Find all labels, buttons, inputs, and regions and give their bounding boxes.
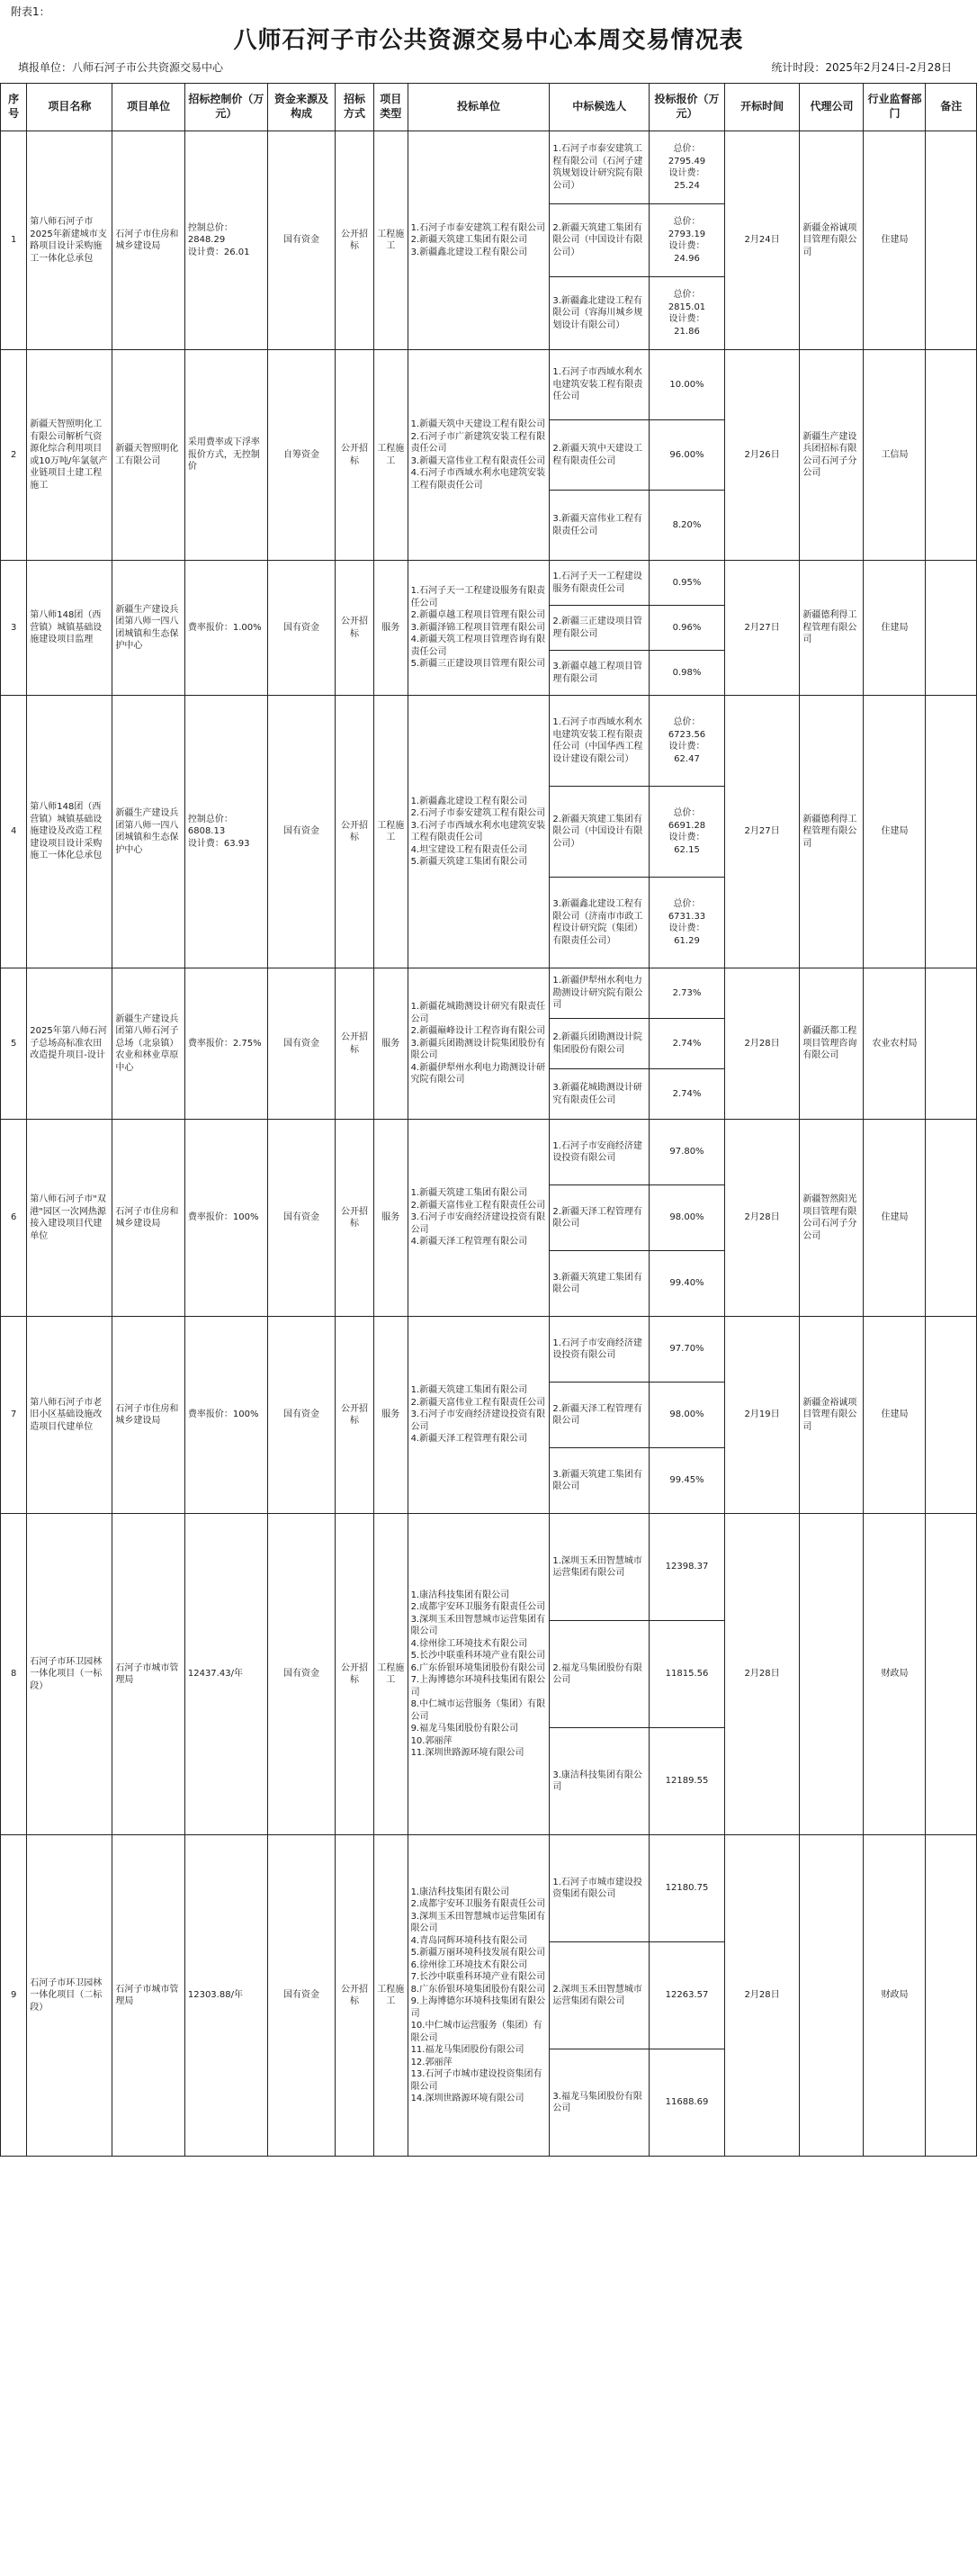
bid-price: 11815.56 [650, 1621, 725, 1728]
opening-date: 2月19日 [724, 1317, 800, 1514]
row-number: 4 [1, 696, 27, 968]
remark [926, 1835, 977, 2157]
bid-method: 公开招标 [336, 350, 374, 561]
bid-method: 公开招标 [336, 1835, 374, 2157]
fund-source: 自筹资金 [267, 350, 335, 561]
project-owner: 石河子市城市管理局 [112, 1514, 184, 1835]
bidder-list: 1.新疆天筑中天建设工程有限公司 2.石河子市广新建筑安装工程有限责任公司 3.新疆天富伟业工程有限责任公司 4.石河子市西域水利水电建筑安装工程有限责任公司 [408, 350, 550, 561]
supervision-dept: 农业农村局 [864, 968, 926, 1120]
supervision-dept: 住建局 [864, 1317, 926, 1514]
candidate-name: 3.新疆鑫北建设工程有限公司（容海川城乡规划设计有限公司） [550, 277, 650, 350]
opening-date: 2月24日 [724, 131, 800, 350]
bid-price: 总价： 6691.28 设计费： 62.15 [650, 787, 725, 878]
reporting-unit: 填报单位：八师石河子市公共资源交易中心 [18, 61, 224, 74]
candidate-name: 1.新疆伊犁州水利电力勘测设计研究院有限公司 [550, 968, 650, 1019]
bid-price: 总价： 6723.56 设计费： 62.47 [650, 696, 725, 787]
project-owner: 新疆生产建设兵团第八师石河子总场（北泉镇）农业和林业草原中心 [112, 968, 184, 1120]
header-cell: 开标时间 [724, 84, 800, 131]
project-owner: 石河子市城市管理局 [112, 1835, 184, 2157]
agent-company: 新疆德利得工程管理有限公司 [800, 561, 864, 696]
candidate-name: 3.新疆卓越工程项目管理有限公司 [550, 651, 650, 696]
project-owner: 石河子市住房和城乡建设局 [112, 131, 184, 350]
project-name: 第八师148团（西营镇）城镇基础设施建设及改造工程建设项目设计采购施工一体化总承包 [27, 696, 112, 968]
opening-date: 2月26日 [724, 350, 800, 561]
header-cell: 序号 [1, 84, 27, 131]
header-cell: 代理公司 [800, 84, 864, 131]
bidder-list: 1.康洁科技集团有限公司 2.成都宇安环卫服务有限责任公司 3.深圳玉禾田智慧城市运营集团有限公司 4.徐州徐工环境技术有限公司 5.长沙中联重科环境产业有限公司 6.广东侨银环境集团股份有限公司 7.上海博德尔环境科技集团有限公司 8.中仁城市运营服务（集团）有限公司 9.福龙马集团股份有限公司 10.郭丽萍 11.深圳世路源环境有限公司 [408, 1514, 550, 1835]
bid-price: 11688.69 [650, 2049, 725, 2157]
table-row [1, 561, 977, 606]
opening-date: 2月27日 [724, 696, 800, 968]
project-owner: 新疆生产建设兵团第八师一四八团城镇和生态保护中心 [112, 561, 184, 696]
opening-date: 2月28日 [724, 968, 800, 1120]
bid-method: 公开招标 [336, 1514, 374, 1835]
bid-price: 总价： 2795.49 设计费： 25.24 [650, 131, 725, 204]
project-owner: 石河子市住房和城乡建设局 [112, 1317, 184, 1514]
remark [926, 1317, 977, 1514]
bid-price: 98.00% [650, 1383, 725, 1448]
agent-company [800, 1514, 864, 1835]
bid-method: 公开招标 [336, 1317, 374, 1514]
candidate-name: 1.深圳玉禾田智慧城市运营集团有限公司 [550, 1514, 650, 1621]
project-type: 服务 [373, 968, 408, 1120]
bid-price: 99.40% [650, 1251, 725, 1317]
fund-source: 国有资金 [267, 1317, 335, 1514]
remark [926, 1514, 977, 1835]
remark [926, 696, 977, 968]
candidate-name: 2.深圳玉禾田智慧城市运营集团有限公司 [550, 1942, 650, 2049]
fund-source: 国有资金 [267, 561, 335, 696]
control-price: 费率报价：1.00% [184, 561, 267, 696]
bid-method: 公开招标 [336, 561, 374, 696]
remark [926, 968, 977, 1120]
opening-date: 2月28日 [724, 1120, 800, 1317]
table-row [1, 1317, 977, 1383]
project-name: 第八师石河子市老旧小区基础设施改造项目代建单位 [27, 1317, 112, 1514]
control-price: 控制总价：2848.29 设计费：26.01 [184, 131, 267, 350]
bidder-list: 1.新疆花城勘测设计研究有限责任公司 2.新疆巅峰设计工程咨询有限公司 3.新疆兵团勘测设计院集团股份有限公司 4.新疆伊犁州水利电力勘测设计研究院有限公司 [408, 968, 550, 1120]
bid-method: 公开招标 [336, 696, 374, 968]
control-price: 12303.88/年 [184, 1835, 267, 2157]
project-type: 服务 [373, 561, 408, 696]
row-number: 5 [1, 968, 27, 1120]
project-type: 服务 [373, 1120, 408, 1317]
control-price: 采用费率或下浮率报价方式，无控制价 [184, 350, 267, 561]
page-title: 八师石河子市公共资源交易中心本周交易情况表 [233, 27, 744, 54]
bid-price: 10.00% [650, 350, 725, 420]
agent-company: 新疆德利得工程管理有限公司 [800, 696, 864, 968]
bid-price: 0.95% [650, 561, 725, 606]
agent-company [800, 1835, 864, 2157]
bid-price: 总价： 6731.33 设计费： 61.29 [650, 878, 725, 968]
table-row [1, 1120, 977, 1185]
statistics-period: 统计时段：2025年2月24日-2月28日 [771, 61, 952, 74]
agent-company: 新疆智然阳光项目管理有限公司石河子分公司 [800, 1120, 864, 1317]
header-cell: 招标方式 [336, 84, 374, 131]
candidate-name: 2.新疆天筑中天建设工程有限责任公司 [550, 420, 650, 491]
candidate-name: 3.新疆花城勘测设计研究有限责任公司 [550, 1069, 650, 1120]
project-name: 第八师148团（西营镇）城镇基础设施建设项目监理 [27, 561, 112, 696]
candidate-name: 3.新疆鑫北建设工程有限公司（济南市市政工程设计研究院（集团）有限责任公司） [550, 878, 650, 968]
remark [926, 561, 977, 696]
candidate-name: 1.石河子市城市建设投资集团有限公司 [550, 1835, 650, 1942]
bid-price: 12189.55 [650, 1728, 725, 1835]
transaction-table [0, 83, 977, 2157]
supervision-dept: 财政局 [864, 1835, 926, 2157]
project-type: 工程施工 [373, 350, 408, 561]
row-number: 6 [1, 1120, 27, 1317]
bidder-list: 1.石河子市泰安建筑工程有限公司 2.新疆天筑建工集团有限公司 3.新疆鑫北建设工程有限公司 [408, 131, 550, 350]
supervision-dept: 住建局 [864, 696, 926, 968]
project-name: 石河子市环卫园林一体化项目（二标段） [27, 1835, 112, 2157]
project-type: 工程施工 [373, 1514, 408, 1835]
supervision-dept: 住建局 [864, 131, 926, 350]
header-cell: 投标报价（万元） [650, 84, 725, 131]
candidate-name: 2.新疆天泽工程管理有限公司 [550, 1185, 650, 1251]
header-cell: 项目名称 [27, 84, 112, 131]
candidate-name: 3.福龙马集团股份有限公司 [550, 2049, 650, 2157]
agent-company: 新疆金裕诚项目管理有限公司 [800, 1317, 864, 1514]
bid-price: 2.73% [650, 968, 725, 1019]
header-cell: 备注 [926, 84, 977, 131]
candidate-name: 1.石河子市西域水利水电建筑安装工程有限责任公司 [550, 350, 650, 420]
control-price: 费率报价：2.75% [184, 968, 267, 1120]
row-number: 3 [1, 561, 27, 696]
control-price: 费率报价：100% [184, 1120, 267, 1317]
candidate-name: 1.石河子市安商经济建设投资有限公司 [550, 1120, 650, 1185]
annex-label: 附表1： [11, 5, 50, 18]
opening-date: 2月27日 [724, 561, 800, 696]
table-row [1, 131, 977, 204]
candidate-name: 1.石河子市安商经济建设投资有限公司 [550, 1317, 650, 1383]
candidate-name: 1.石河子天一工程建设服务有限责任公司 [550, 561, 650, 606]
supervision-dept: 财政局 [864, 1514, 926, 1835]
remark [926, 350, 977, 561]
table-body [1, 131, 977, 2157]
table-row [1, 350, 977, 420]
row-number: 1 [1, 131, 27, 350]
header-cell: 项目单位 [112, 84, 184, 131]
table-row [1, 1835, 977, 1942]
bid-price: 2.74% [650, 1019, 725, 1069]
table-row [1, 1514, 977, 1621]
remark [926, 131, 977, 350]
row-number: 7 [1, 1317, 27, 1514]
project-name: 第八师石河子市2025年新建城市支路项目设计采购施工一体化总承包 [27, 131, 112, 350]
bid-method: 公开招标 [336, 968, 374, 1120]
candidate-name: 3.新疆天筑建工集团有限公司 [550, 1251, 650, 1317]
agent-company: 新疆沃都工程项目管理咨询有限公司 [800, 968, 864, 1120]
fund-source: 国有资金 [267, 131, 335, 350]
bidder-list: 1.新疆天筑建工集团有限公司 2.新疆天富伟业工程有限责任公司 3.石河子市安商经济建设投资有限公司 4.新疆天泽工程管理有限公司 [408, 1120, 550, 1317]
project-name: 2025年第八师石河子总场高标准农田改造提升项目-设计 [27, 968, 112, 1120]
candidate-name: 2.新疆天筑建工集团有限公司（中国设计有限公司） [550, 787, 650, 878]
header-cell: 行业监督部门 [864, 84, 926, 131]
supervision-dept: 工信局 [864, 350, 926, 561]
bid-price: 8.20% [650, 491, 725, 561]
bid-price: 2.74% [650, 1069, 725, 1120]
bidder-list: 1.新疆鑫北建设工程有限公司 2.石河子市泰安建筑工程有限公司 3.石河子市西域水利水电建筑安装工程有限责任公司 4.坦宝建设工程有限责任公司 5.新疆天筑建工集团有限公司 [408, 696, 550, 968]
project-type: 工程施工 [373, 131, 408, 350]
project-type: 工程施工 [373, 1835, 408, 2157]
bidder-list: 1.康洁科技集团有限公司 2.成都宇安环卫服务有限责任公司 3.深圳玉禾田智慧城市运营集团有限公司 4.青岛同辉环境科技有限公司 5.新疆万丽环境科技发展有限公司 6.徐州徐工环境技术有限公司 7.长沙中联重科环境产业有限公司 8.广东侨银环境集团股份有限公司 9.上海博德尔环境科技集团有限公司 10.中仁城市运营服务（集团）有限公司 11.福龙马集团股份有限公司 12.郭丽萍 13.石河子市城市建设投资集团有限公司 14.深圳世路源环境有限公司 [408, 1835, 550, 2157]
project-type: 服务 [373, 1317, 408, 1514]
project-owner: 新疆生产建设兵团第八师一四八团城镇和生态保护中心 [112, 696, 184, 968]
project-owner: 新疆天智照明化工有限公司 [112, 350, 184, 561]
supervision-dept: 住建局 [864, 561, 926, 696]
candidate-name: 3.康洁科技集团有限公司 [550, 1728, 650, 1835]
project-owner: 石河子市住房和城乡建设局 [112, 1120, 184, 1317]
fund-source: 国有资金 [267, 1514, 335, 1835]
project-name: 石河子市环卫园林一体化项目（一标段） [27, 1514, 112, 1835]
candidate-name: 2.新疆天泽工程管理有限公司 [550, 1383, 650, 1448]
header-cell: 招标控制价（万元） [184, 84, 267, 131]
candidate-name: 3.新疆天筑建工集团有限公司 [550, 1448, 650, 1514]
bid-price: 12263.57 [650, 1942, 725, 2049]
candidate-name: 2.新疆三正建设项目管理有限公司 [550, 606, 650, 651]
fund-source: 国有资金 [267, 696, 335, 968]
candidate-name: 1.石河子市泰安建筑工程有限公司（石河子建筑规划设计研究院有限公司） [550, 131, 650, 204]
bid-price: 0.96% [650, 606, 725, 651]
table-header-row [1, 84, 977, 131]
control-price: 控制总价：6808.13 设计费：63.93 [184, 696, 267, 968]
candidate-name: 2.新疆兵团勘测设计院集团股份有限公司 [550, 1019, 650, 1069]
bid-method: 公开招标 [336, 1120, 374, 1317]
table-row [1, 968, 977, 1019]
bid-price: 97.80% [650, 1120, 725, 1185]
control-price: 费率报价：100% [184, 1317, 267, 1514]
bidder-list: 1.石河子天一工程建设服务有限责任公司 2.新疆卓越工程项目管理有限公司 3.新疆泽锦工程项目管理有限公司 4.新疆天筑工程项目管理咨询有限责任公司 5.新疆三正建设项目管理有限公司 [408, 561, 550, 696]
opening-date: 2月28日 [724, 1514, 800, 1835]
agent-company: 新疆金裕诚项目管理有限公司 [800, 131, 864, 350]
header-cell: 投标单位 [408, 84, 550, 131]
bid-price: 12180.75 [650, 1835, 725, 1942]
candidate-name: 2.新疆天筑建工集团有限公司（中国设计有限公司） [550, 204, 650, 277]
project-type: 工程施工 [373, 696, 408, 968]
bid-price: 总价： 2815.01 设计费： 21.86 [650, 277, 725, 350]
candidate-name: 2.福龙马集团股份有限公司 [550, 1621, 650, 1728]
row-number: 2 [1, 350, 27, 561]
bid-price: 0.98% [650, 651, 725, 696]
bid-price: 96.00% [650, 420, 725, 491]
table-row [1, 696, 977, 787]
opening-date: 2月28日 [724, 1835, 800, 2157]
project-name: 新疆天智照明化工有限公司解析气资源化综合利用项目或10万吨/年氯氨产业链项目土建工程施工 [27, 350, 112, 561]
header-cell: 项目类型 [373, 84, 408, 131]
row-number: 8 [1, 1514, 27, 1835]
header-cell: 资金来源及构成 [267, 84, 335, 131]
agent-company: 新疆生产建设兵团招标有限公司石河子分公司 [800, 350, 864, 561]
bid-price: 12398.37 [650, 1514, 725, 1621]
candidate-name: 1.石河子市西域水利水电建筑安装工程有限责任公司（中国华西工程设计建设有限公司） [550, 696, 650, 787]
supervision-dept: 住建局 [864, 1120, 926, 1317]
project-name: 第八师石河子市"双港"园区一次网热源接入建设项目代建单位 [27, 1120, 112, 1317]
candidate-name: 3.新疆天富伟业工程有限责任公司 [550, 491, 650, 561]
bid-price: 97.70% [650, 1317, 725, 1383]
bid-price: 总价： 2793.19 设计费： 24.96 [650, 204, 725, 277]
bid-price: 98.00% [650, 1185, 725, 1251]
control-price: 12437.43/年 [184, 1514, 267, 1835]
bid-price: 99.45% [650, 1448, 725, 1514]
row-number: 9 [1, 1835, 27, 2157]
remark [926, 1120, 977, 1317]
header-cell: 中标候选人 [550, 84, 650, 131]
bid-method: 公开招标 [336, 131, 374, 350]
fund-source: 国有资金 [267, 968, 335, 1120]
fund-source: 国有资金 [267, 1120, 335, 1317]
bidder-list: 1.新疆天筑建工集团有限公司 2.新疆天富伟业工程有限责任公司 3.石河子市安商经济建设投资有限公司 4.新疆天泽工程管理有限公司 [408, 1317, 550, 1514]
fund-source: 国有资金 [267, 1835, 335, 2157]
